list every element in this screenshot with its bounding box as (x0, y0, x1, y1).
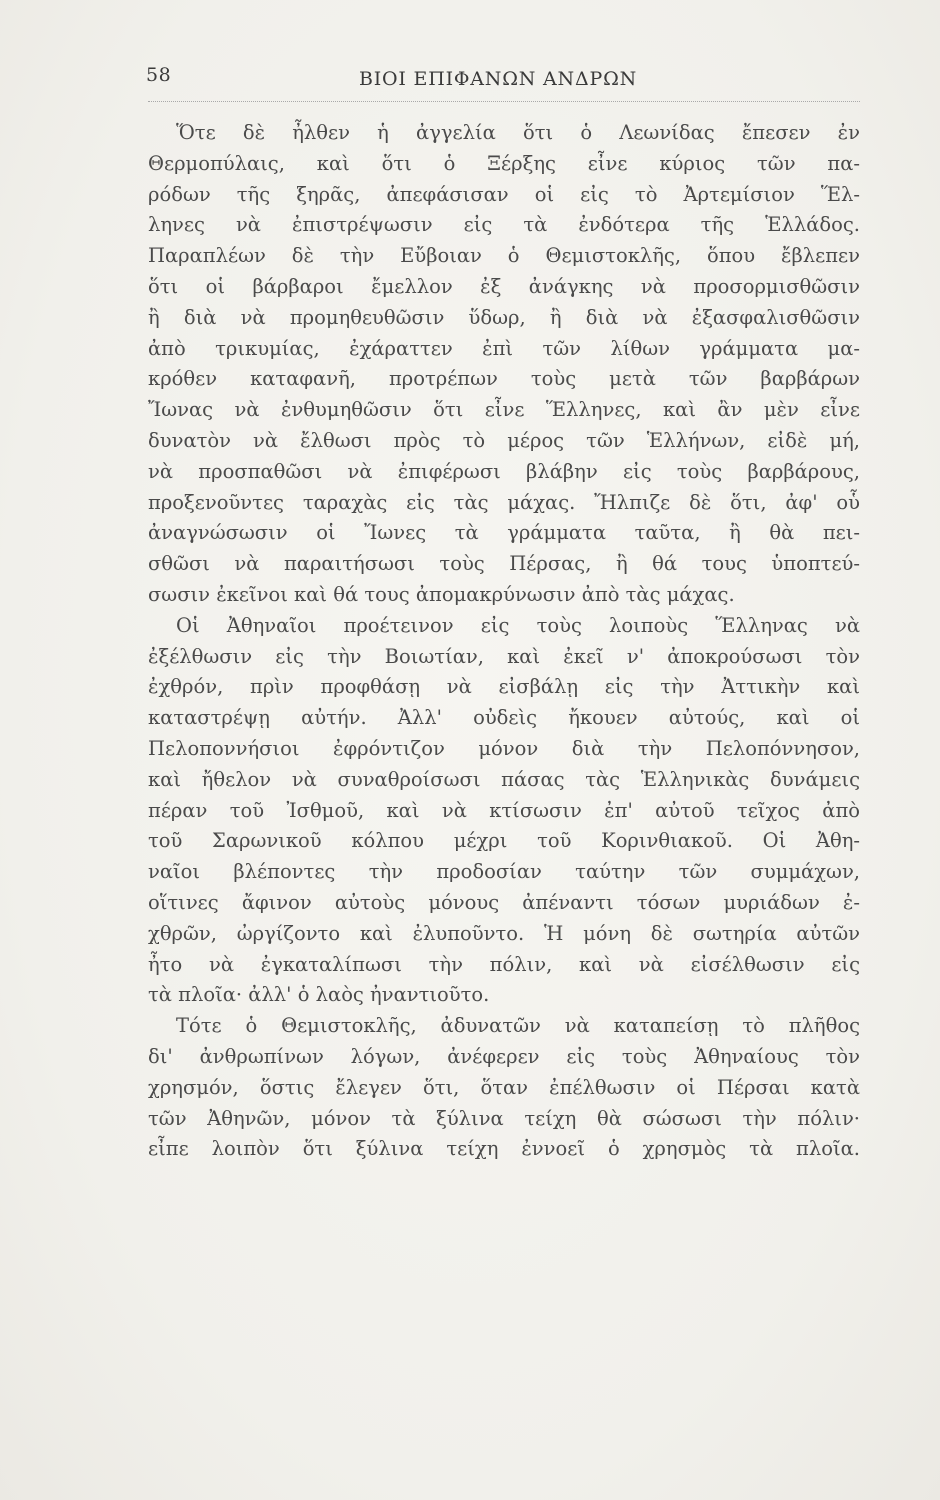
text-line: πέραν τοῦ Ἰσθμοῦ, καὶ νὰ κτίσωσιν ἐπ' αὐτοῦ τεῖχος ἀπὸ (148, 798, 860, 822)
header-rule (148, 101, 860, 102)
text-line: χθρῶν, ὠργίζοντο καὶ ἐλυποῦντο. Ἡ μόνη δὲ σωτηρία αὐτῶν (148, 921, 860, 945)
text-line: χρησμόν, ὅστις ἔλεγεν ὅτι, ὅταν ἐπέλθωσιν οἱ Πέρσαι κατὰ (148, 1075, 860, 1099)
text-line: σωσιν ἐκεῖνοι καὶ θά τους ἀπομακρύνωσιν ἀπὸ τὰς μάχας. (148, 582, 735, 606)
text-line: σθῶσι νὰ παραιτήσωσι τοὺς Πέρσας, ἢ θά τους ὑποπτεύ- (148, 552, 860, 576)
text-line: εἶπε λοιπὸν ὅτι ξύλινα τείχη ἐννοεῖ ὁ χρησμὸς τὰ πλοῖα. (148, 1137, 860, 1161)
running-title: ΒΙΟΙ ΕΠΙΦΑΝΩΝ ΑΝΔΡΩΝ (358, 68, 638, 90)
text-line: οἵτινες ἄφινον αὐτοὺς μόνους ἀπέναντι τόσων μυριάδων ἐ- (148, 890, 860, 914)
text-line: προξενοῦντες ταραχὰς εἰς τὰς μάχας. Ἤλπιζε δὲ ὅτι, ἀφ' οὗ (148, 490, 860, 514)
text-line: Ἴωνας νὰ ἐνθυμηθῶσιν ὅτι εἶνε Ἕλληνες, καὶ ἂν μὲν εἶνε (148, 398, 860, 422)
text-line: τοῦ Σαρωνικοῦ κόλπου μέχρι τοῦ Κορινθιακοῦ. Οἱ Ἀθη- (148, 829, 860, 853)
text-line: ἐχθρόν, πρὶν προφθάσῃ νὰ εἰσβάλῃ εἰς τὴν Ἀττικὴν καὶ (148, 675, 860, 699)
text-line: δυνατὸν νὰ ἔλθωσι πρὸς τὸ μέρος τῶν Ἑλλήνων, εἰδὲ μή, (148, 428, 860, 452)
text-line: Παραπλέων δὲ τὴν Εὔβοιαν ὁ Θεμιστοκλῆς, ὅπου ἔβλεπεν (148, 244, 860, 268)
text-line: δι' ἀνθρωπίνων λόγων, ἀνέφερεν εἰς τοὺς Ἀθηναίους τὸν (148, 1044, 860, 1068)
text-line: ἐξέλθωσιν εἰς τὴν Βοιωτίαν, καὶ ἐκεῖ ν' ἀποκρούσωσι τὸν (148, 644, 860, 668)
text-line: τὰ πλοῖα· ἀλλ' ὁ λαὸς ἠναντιοῦτο. (148, 983, 490, 1007)
text-line: ἀπὸ τρικυμίας, ἐχάραττεν ἐπὶ τῶν λίθων γράμματα μα- (148, 336, 860, 360)
text-line: Τότε ὁ Θεμιστοκλῆς, ἀδυνατῶν νὰ καταπείσῃ τὸ πλῆθος (176, 1014, 860, 1038)
text-line: καταστρέψῃ αὐτήν. Ἀλλ' οὐδεὶς ἤκουεν αὐτούς, καὶ οἱ (148, 706, 860, 730)
text-line: ναῖοι βλέποντες τὴν προδοσίαν ταύτην τῶν συμμάχων, (148, 860, 860, 884)
text-line: Ὅτε δὲ ἦλθεν ἡ ἀγγελία ὅτι ὁ Λεωνίδας ἔπεσεν ἐν (176, 121, 860, 144)
text-line: ληνες νὰ ἐπιστρέψωσιν εἰς τὰ ἐνδότερα τῆς Ἑλλάδος. (148, 213, 860, 237)
text-line: Θερμοπύλαις, καὶ ὅτι ὁ Ξέρξης εἶνε κύριος τῶν πα- (148, 151, 860, 175)
body-text (148, 118, 860, 1165)
text-line: Οἱ Ἀθηναῖοι προέτεινον εἰς τοὺς λοιποὺς Ἕλληνας νὰ (176, 613, 860, 637)
text-line: ρόδων τῆς ξηρᾶς, ἀπεφάσισαν οἱ εἰς τὸ Ἀρτεμίσιον Ἕλ- (148, 182, 860, 206)
running-head (138, 62, 858, 102)
text-line: κρόθεν καταφανῆ, προτρέπων τοὺς μετὰ τῶν βαρβάρων (148, 367, 860, 391)
text-line: ὅτι οἱ βάρβαροι ἔμελλον ἐξ ἀνάγκης νὰ προσορμισθῶσιν (148, 274, 860, 298)
text-line: ἀναγνώσωσιν οἱ Ἴωνες τὰ γράμματα ταῦτα, ἢ θὰ πει- (148, 521, 860, 545)
page-number: 58 (146, 64, 172, 86)
text-line: νὰ προσπαθῶσι νὰ ἐπιφέρωσι βλάβην εἰς τοὺς βαρβάρους, (148, 459, 860, 483)
text-line: Πελοποννήσιοι ἐφρόντιζον μόνον διὰ τὴν Πελοπόννησον, (148, 736, 860, 760)
text-line: ἢ διὰ νὰ προμηθευθῶσιν ὕδωρ, ἢ διὰ νὰ ἐξασφαλισθῶσιν (148, 305, 860, 329)
text-line: τῶν Ἀθηνῶν, μόνον τὰ ξύλινα τείχη θὰ σώσωσι τὴν πόλιν· (148, 1106, 860, 1130)
text-line: καὶ ἤθελον νὰ συναθροίσωσι πάσας τὰς Ἑλληνικὰς δυνάμεις (148, 767, 860, 791)
text-line: ἦτο νὰ ἐγκαταλίπωσι τὴν πόλιν, καὶ νὰ εἰσέλθωσιν εἰς (148, 952, 860, 976)
